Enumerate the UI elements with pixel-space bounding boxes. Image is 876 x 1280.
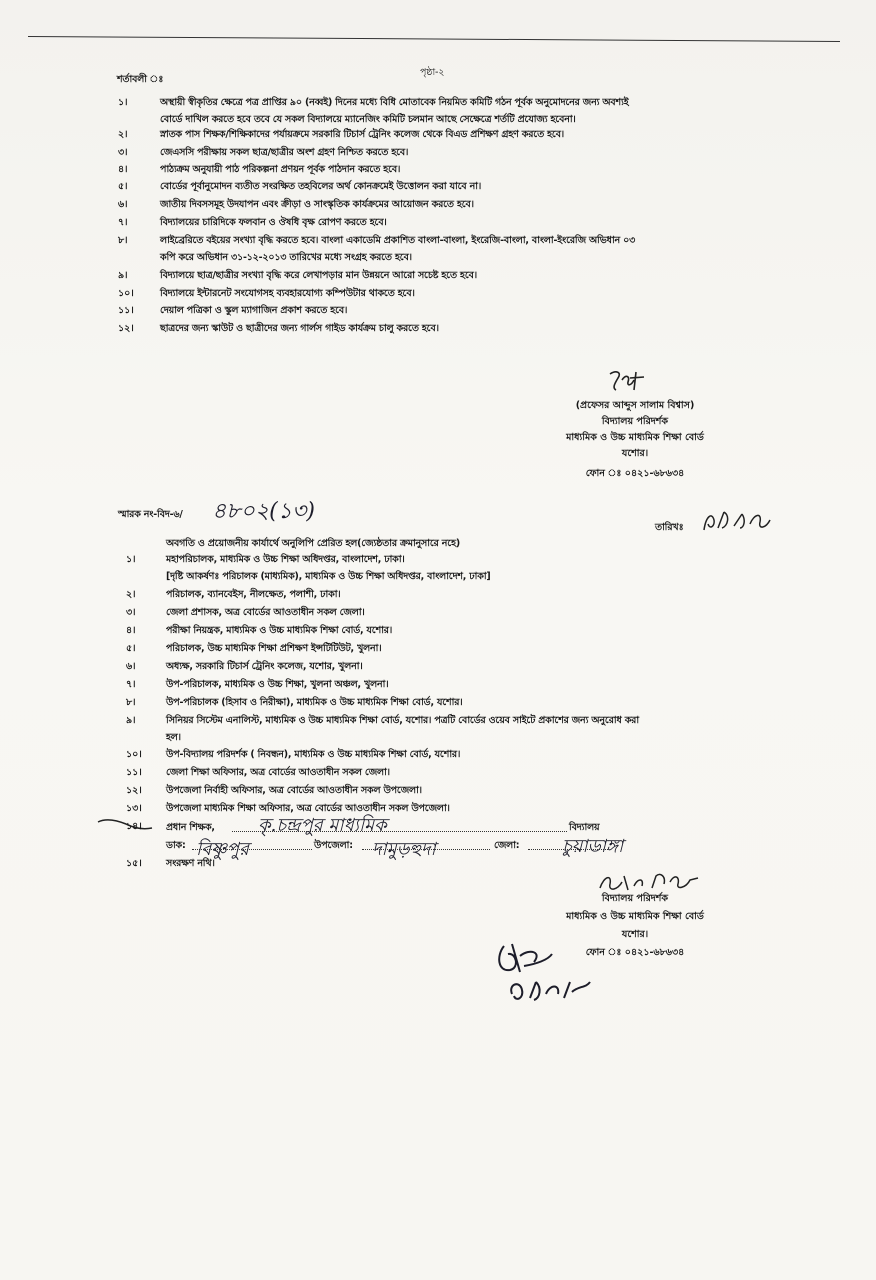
district-label: জেলা:: [494, 840, 520, 851]
condition-number: ৬।: [118, 199, 128, 210]
upazila-handwritten: দামুড়হুদা: [372, 839, 436, 860]
item-15-number: ১৫।: [126, 858, 142, 869]
copy-recipient-number: ২।: [126, 589, 136, 600]
receiver-initials-handwritten: [490, 936, 600, 1016]
condition-text: বোর্ডের পূর্বানুমোদন ব্যতীত সংরক্ষিত তহবিলের অর্থ কোনক্রমেই উত্তোলন করা যাবে না।: [160, 181, 482, 192]
sig2-city: যশোর।: [621, 929, 649, 940]
sig2-phone: ফোন ঃ ০৪২১-৬৮৬৩৪: [585, 947, 685, 958]
memo-intro: অবগতি ও প্রয়োজনীয় কার্যার্থে অনুলিপি প্রেরিত হল(জ্যেষ্ঠতার ক্রমানুসারে নহে): [166, 538, 461, 549]
condition-number: ২।: [118, 129, 128, 140]
signature-block-1: [540, 398, 730, 482]
copy-recipient-text: উপজেলা নির্বাহী অফিসার, অত্র বোর্ডের আওতাধীন সকল উপজেলা।: [166, 785, 422, 796]
condition-text: দেয়াল পত্রিকা ও স্কুল ম্যাগাজিন প্রকাশ করতে হবে।: [160, 305, 348, 316]
copy-recipient-number: ১০।: [126, 749, 142, 760]
condition-text: অস্থায়ী স্বীকৃতির ক্ষেত্রে পত্র প্রাপ্তির ৯০ (নব্বই) দিনের মধ্যে বিধি মোতাবেক নিয়মিত কমিটি গঠন পূর্বক অনুমোদনের জন্য অবশ্যই: [160, 97, 629, 108]
copy-recipient-number: ৭।: [126, 679, 136, 690]
copy-recipient-number: ১৩।: [126, 803, 142, 814]
condition-text: ছাত্রদের জন্য স্কাউট ও ছাত্রীদের জন্য গার্লস গাইড কার্যক্রম চালু করতে হবে।: [160, 323, 439, 334]
copy-recipient-text: পরীক্ষা নিয়ন্ত্রক, মাধ্যমিক ও উচ্চ মাধ্যমিক শিক্ষা বোর্ড, যশোর।: [166, 625, 393, 636]
post-handwritten: বিষ্ণুপুর: [196, 839, 249, 860]
school-name-handwritten: কৃ.চন্দ্রপুর মাধ্যমিক: [258, 815, 387, 836]
post-label: ডাক:: [166, 840, 186, 851]
signature-1-scribble: [606, 368, 652, 394]
condition-number: ৫।: [118, 181, 128, 192]
sig1-city: যশোর।: [621, 448, 649, 459]
sig1-office: মাধ্যমিক ও উচ্চ মাধ্যমিক শিক্ষা বোর্ড: [566, 432, 704, 443]
copy-recipient-text: অধ্যক্ষ, সরকারি টিচার্স ট্রেনিং কলেজ, যশোর, খুলনা।: [166, 661, 363, 672]
copy-recipient-number: ৬।: [126, 661, 136, 672]
condition-number: ১২।: [118, 323, 134, 334]
condition-text: বিদ্যালয়ে ইন্টারনেট সংযোগসহ ব্যবহারযোগ্য কম্পিউটার থাকতে হবে।: [160, 288, 415, 299]
condition-text: বিদ্যালয়ের চারিদিকে ফলবান ও ঔষধি বৃক্ষ রোপণ করতে হবে।: [160, 217, 387, 228]
copy-recipient-text: সিনিয়র সিস্টেম এনালিস্ট, মাধ্যমিক ও উচ্চ মাধ্যমিক শিক্ষা বোর্ড, যশোর। পত্রটি বোর্ডের ওয়েব সাইটে প্রকাশের জন্য অনুরোধ করা: [166, 715, 639, 726]
condition-text: বোর্ডে দাখিল করতে হবে তবে যে সকল বিদ্যালয়ে ম্যানেজিং কমিটি চলমান আছে সেক্ষেত্রে শর্তটি প্রযোজ্য হবেনা।: [160, 114, 576, 125]
condition-number: ১।: [118, 97, 128, 108]
condition-number: ১০।: [118, 288, 134, 299]
file-copy-label: সংরক্ষণ নথি।: [166, 858, 215, 869]
sig2-designation: বিদ্যালয় পরিদর্শক: [601, 893, 669, 904]
memo-date-handwritten: [700, 506, 776, 536]
copy-recipient-text: হল।: [166, 732, 181, 743]
condition-number: ৩।: [118, 147, 128, 158]
item-14-number: ১৪।: [126, 821, 142, 832]
condition-text: লাইব্রেরিতে বইয়ের সংখ্যা বৃদ্ধি করতে হবে। বাংলা একাডেমি প্রকাশিত বাংলা-বাংলা, ইংরেজি-বাংলা, বাংলা-ইংরেজি অভিধান ০৩: [160, 235, 636, 246]
condition-text: জাতীয় দিবসসমূহ উদযাপন এবং ক্রীড়া ও সাংস্কৃতিক কার্যক্রমের আয়োজন করতে হবে।: [160, 199, 474, 210]
memo-handwritten-number: ৪৮০২(১৩): [212, 499, 315, 524]
condition-number: ৯।: [118, 270, 128, 281]
head-teacher-label: প্রধান শিক্ষক,: [166, 822, 215, 833]
copy-recipient-number: ১।: [126, 554, 136, 565]
copy-recipient-text: পরিচালক, ব্যানবেইস, নীলক্ষেত, পলাশী, ঢাকা।: [166, 589, 341, 600]
copy-recipient-number: ১১।: [126, 767, 142, 778]
copy-recipient-text: উপজেলা মাধ্যমিক শিক্ষা অফিসার, অত্র বোর্ডের আওতাধীন সকল উপজেলা।: [166, 803, 450, 814]
sig1-designation: বিদ্যালয় পরিদর্শক: [601, 416, 669, 427]
sig1-name: (প্রফেসর আব্দুস সালাম বিশ্বাস): [575, 400, 695, 411]
sig2-office: মাধ্যমিক ও উচ্চ মাধ্যমিক শিক্ষা বোর্ড: [566, 911, 704, 922]
condition-text: পাঠ্যক্রম অনুযায়ী পাঠ পরিকল্পনা প্রণয়ন পূর্বক পাঠদান করতে হবে।: [160, 164, 401, 175]
conditions-heading: শর্তাবলী ঃ: [117, 74, 164, 85]
condition-number: ১১।: [118, 305, 134, 316]
copy-recipient-text: জেলা শিক্ষা অফিসার, অত্র বোর্ডের আওতাধীন সকল জেলা।: [166, 767, 390, 778]
page-number: পৃষ্ঠা-২: [420, 67, 445, 78]
memo-label: স্মারক নং-বিদ-৬/: [118, 509, 183, 520]
copy-recipient-text: উপ-পরিচালক (হিসাব ও নিরীক্ষা), মাধ্যমিক ও উচ্চ মাধ্যমিক শিক্ষা বোর্ড, যশোর।: [166, 697, 463, 708]
copy-recipient-number: ৩।: [126, 607, 136, 618]
top-rule-line: [28, 36, 840, 42]
upazila-label: উপজেলা:: [314, 840, 353, 851]
copy-recipient-text: মহাপরিচালক, মাধ্যমিক ও উচ্চ শিক্ষা অধিদপ্তর, বাংলাদেশ, ঢাকা।: [166, 554, 405, 565]
condition-number: ৪।: [118, 164, 128, 175]
copy-recipient-number: ৯।: [126, 715, 136, 726]
copy-recipient-text: জেলা প্রশাসক, অত্র বোর্ডের আওতাধীন সকল জেলা।: [166, 607, 365, 618]
sig1-phone: ফোন ঃ ০৪২১-৬৮৬৩৪: [585, 468, 685, 479]
condition-text: জেএসসি পরীক্ষায় সকল ছাত্র/ছাত্রীর অংশ গ্রহণ নিশ্চিত করতে হবে।: [160, 147, 409, 158]
copy-recipient-text: [দৃষ্টি আকর্ষণঃ পরিচালক (মাধ্যমিক), মাধ্যমিক ও উচ্চ শিক্ষা অধিদপ্তর, বাংলাদেশ, ঢাকা]: [166, 571, 491, 582]
condition-text: স্নাতক পাস শিক্ষক/শিক্ষিকাদের পর্যায়ক্রমে সরকারি টিচার্স ট্রেনিং কলেজ থেকে বিএড প্রশিক্ষণ গ্রহণ করতে হবে।: [160, 129, 565, 140]
copy-recipient-number: ৪।: [126, 625, 136, 636]
copy-recipient-text: পরিচালক, উচ্চ মাধ্যমিক শিক্ষা প্রশিক্ষণ ইন্সটিটিউট, খুলনা।: [166, 643, 382, 654]
copy-recipient-text: উপ-পরিচালক, মাধ্যমিক ও উচ্চ শিক্ষা, খুলনা অঞ্চল, খুলনা।: [166, 679, 389, 690]
condition-text: বিদ্যালয়ে ছাত্র/ছাত্রীর সংখ্যা বৃদ্ধি করে লেখাপড়ার মান উন্নয়নে আরো সচেষ্ট হতে হবে।: [160, 270, 477, 281]
copy-recipient-number: ১২।: [126, 785, 142, 796]
condition-number: ৮।: [118, 235, 128, 246]
condition-text: কপি করে অভিধান ৩১-১২-২০১৩ তারিখের মধ্যে সংগ্রহ করতে হবে।: [160, 252, 412, 263]
copy-recipient-text: উপ-বিদ্যালয় পরিদর্শক ( নিবন্ধন), মাধ্যমিক ও উচ্চ মাধ্যমিক শিক্ষা বোর্ড, যশোর।: [166, 749, 461, 760]
copy-recipient-number: ৫।: [126, 643, 136, 654]
memo-date-label: তারিখঃ: [655, 522, 684, 533]
condition-number: ৭।: [118, 217, 128, 228]
district-handwritten: চুয়াডাঙ্গা: [562, 836, 624, 857]
school-suffix: বিদ্যালয়: [569, 822, 600, 833]
copy-recipient-number: ৮।: [126, 697, 136, 708]
